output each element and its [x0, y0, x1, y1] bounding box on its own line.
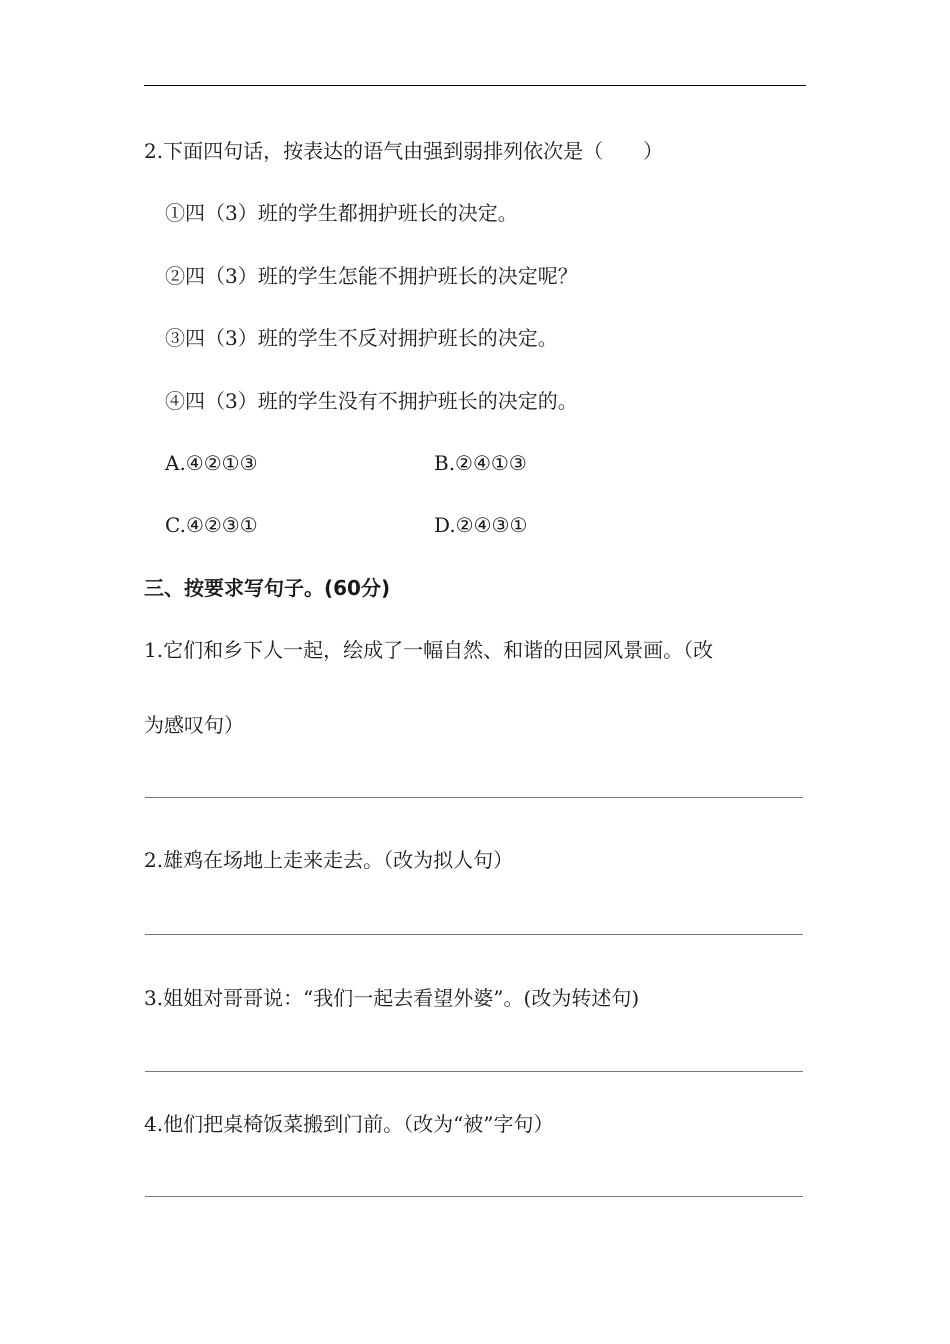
q2-option-a: A.④②①③ [165, 451, 258, 475]
answer-line-3[interactable] [145, 1071, 803, 1072]
q2-sentence-1: ①四（3）班的学生都拥护班长的决定。 [165, 201, 518, 225]
q2-option-d: D.②④③① [434, 513, 528, 537]
s3-item1-line1: 1.它们和乡下人一起，绘成了一幅自然、和谐的田园风景画。（改 [144, 638, 714, 662]
s3-item1-line2: 为感叹句） [144, 713, 244, 737]
q2-sentence-4: ④四（3）班的学生没有不拥护班长的决定的。 [165, 389, 578, 413]
q2-option-b: B.②④①③ [434, 451, 527, 475]
section3-heading: 三、按要求写句子。(60分) [144, 576, 391, 600]
answer-line-4[interactable] [145, 1196, 803, 1197]
s3-item3: 3.姐姐对哥哥说：“我们一起去看望外婆”。(改为转述句) [144, 986, 640, 1010]
s3-item2: 2.雄鸡在场地上走来走去。（改为拟人句） [144, 848, 514, 872]
answer-line-2[interactable] [145, 934, 803, 935]
s3-item4: 4.他们把桌椅饭菜搬到门前。（改为“被”字句） [144, 1112, 554, 1136]
header-rule [144, 85, 806, 86]
q2-sentence-3: ③四（3）班的学生不反对拥护班长的决定。 [165, 326, 558, 350]
q2-prompt: 2.下面四句话，按表达的语气由强到弱排列依次是（ ） [144, 139, 664, 163]
q2-sentence-2: ②四（3）班的学生怎能不拥护班长的决定呢？ [165, 264, 578, 288]
answer-line-1[interactable] [145, 797, 803, 798]
q2-option-c: C.④②③① [165, 513, 258, 537]
